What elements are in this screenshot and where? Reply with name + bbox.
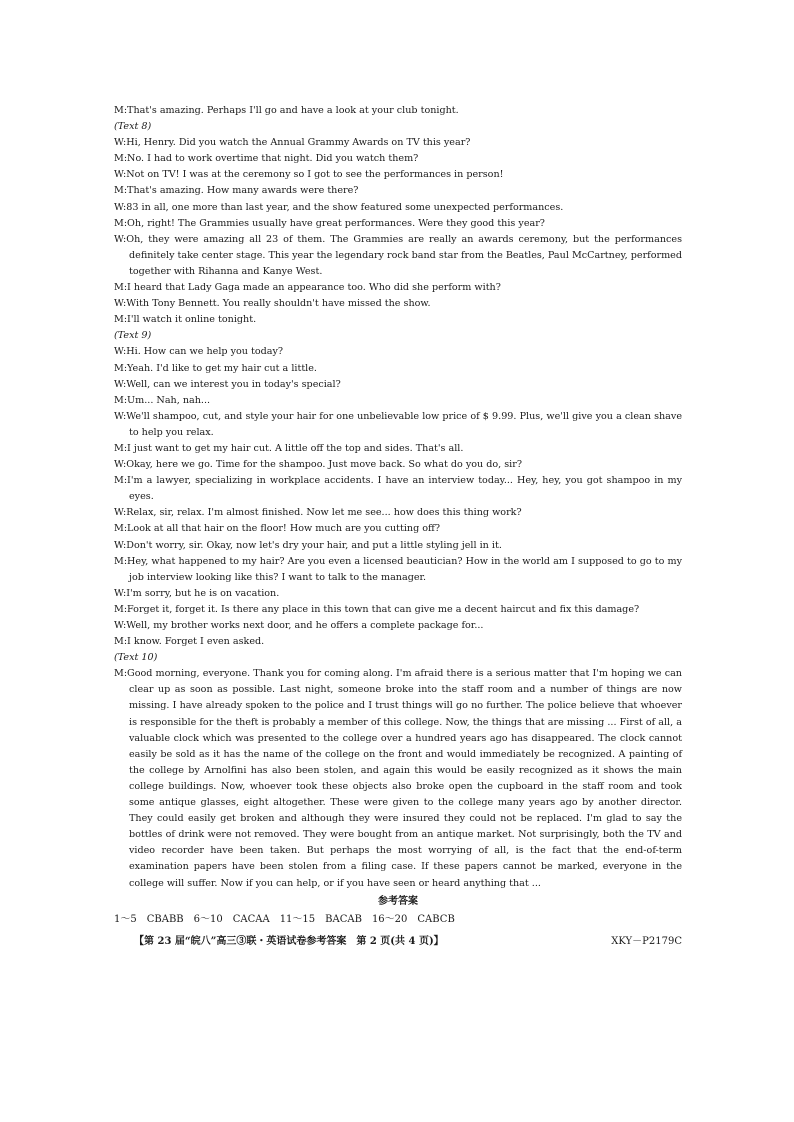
dialogue-line: M:Look at all that hair on the floor! How much are you cutting off? xyxy=(114,523,441,535)
dialogue-line: M:I know. Forget I even asked. xyxy=(114,636,265,648)
listening-transcript xyxy=(114,103,682,892)
dialogue-line: W:Okay, here we go. Time for the shampoo. Just move back. So what do you do, sir? xyxy=(114,459,522,471)
dialogue-line: W:Relax, sir, relax. I'm almost finished. Now let me see... how does this thing work? xyxy=(114,507,522,519)
dialogue-line: W:With Tony Bennett. You really shouldn't have missed the show. xyxy=(114,298,431,310)
dialogue-line: W:We'll shampoo, cut, and style your hair for one unbelievable low price of $ 9.99. Plus, we'll give you a clean shave to help you relax. xyxy=(114,410,682,438)
dialogue-line: M:Um... Nah, nah... xyxy=(114,394,211,406)
dialogue-line: M:Hey, what happened to my hair? Are you even a licensed beautician? How in the world am I supposed to go to my job interview looking like this? I want to talk to the manager. xyxy=(114,555,682,583)
dialogue-line: M:I heard that Lady Gaga made an appearance too. Who did she perform with? xyxy=(114,282,501,294)
dialogue-line: M:No. I had to work overtime that night. Did you watch them? xyxy=(114,153,419,165)
dialogue-line: M:I'm a lawyer, specializing in workplace accidents. I have an interview today... Hey, hey, you got shampoo in my eyes. xyxy=(114,475,682,503)
dialogue-line: M:That's amazing. How many awards were there? xyxy=(114,185,359,197)
dialogue-line: W:I'm sorry, but he is on vacation. xyxy=(114,587,280,599)
footer-title: 【第 23 届“皖八”高三③联・英语试卷参考答案 第 2 页(共 4 页)】 xyxy=(134,935,444,947)
dialogue-line: W:Not on TV! I was at the ceremony so I got to see the performances in person! xyxy=(114,169,504,181)
text-section-header: (Text 8) xyxy=(114,121,152,133)
dialogue-line: M:That's amazing. Perhaps I'll go and have a look at your club tonight. xyxy=(114,105,459,116)
answer-key: 1～5 CBABB 6～10 CACAA 11～15 BACAB 16～20 CABCB xyxy=(114,913,455,925)
dialogue-line: M:Yeah. I'd like to get my hair cut a little. xyxy=(114,362,317,374)
answers-heading: 参考答案 xyxy=(378,895,418,907)
dialogue-line: M:I'll watch it online tonight. xyxy=(114,314,257,326)
dialogue-line: M:Good morning, everyone. Thank you for coming along. I'm afraid there is a serious matter that I'm hoping we can clear up as soon as possible. Last night, someone broke into the staff room and a number of things are now missing. I have already spoken to the police and I trust things will go no further. The police believe that whoever is responsible for the theft is probably a member of this college. Now, the things that are missing ... First of all, a valuable clock which was presented to the college over a hundred years ago has disappeared. The clock cannot easily be sold as it has the name of the college on the front and would immediately be recognized. A painting of the college by Arnolfini has also been stolen, and again this would be easily recognized as it shows the main college buildings. Now, whoever took these objects also broke open the cupboard in the staff room and took some antique glasses, eight altogether. These were given to the college many years ago by another director. They could easily get broken and although they were insured they could not be replaced. I'm glad to say the bottles of drink were not removed. They were bought from an antique market. Not surprisingly, both the TV and video recorder have been taken. But perhaps the most worrying of all, is the fact that the end-of-term examination papers have been stolen from a filing case. If these papers cannot be marked, everyone in the college will suffer. Now if you can help, or if you have seen or heard anything that ... xyxy=(114,668,682,889)
dialogue-line: M:Oh, right! The Grammies usually have great performances. Were they good this year? xyxy=(114,217,545,229)
dialogue-line: W:Well, can we interest you in today's special? xyxy=(114,378,341,390)
page-footer xyxy=(114,934,682,950)
dialogue-line: W:Don't worry, sir. Okay, now let's dry your hair, and put a little styling jell in it. xyxy=(114,539,502,551)
dialogue-line: M:I just want to get my hair cut. A little off the top and sides. That's all. xyxy=(114,442,464,454)
dialogue-line: W:83 in all, one more than last year, and the show featured some unexpected performances. xyxy=(114,201,564,213)
dialogue-line: M:Forget it, forget it. Is there any place in this town that can give me a decent haircut and fix this damage? xyxy=(114,603,640,615)
text-section-header: (Text 10) xyxy=(114,652,158,664)
dialogue-line: W:Well, my brother works next door, and he offers a complete package for... xyxy=(114,620,484,631)
text-section-header: (Text 9) xyxy=(114,330,152,342)
document-page xyxy=(114,103,682,950)
dialogue-line: W:Hi, Henry. Did you watch the Annual Grammy Awards on TV this year? xyxy=(114,137,471,149)
footer-code: XKY－P2179C xyxy=(611,935,682,947)
dialogue-line: W:Oh, they were amazing all 23 of them. The Grammies are really an awards ceremony, but the performances definitely take center stage. This year the legendary rock band star from the Beatles, Paul McCartney, performed together with Rihanna and Kanye West. xyxy=(114,233,682,277)
dialogue-line: W:Hi. How can we help you today? xyxy=(114,346,284,358)
